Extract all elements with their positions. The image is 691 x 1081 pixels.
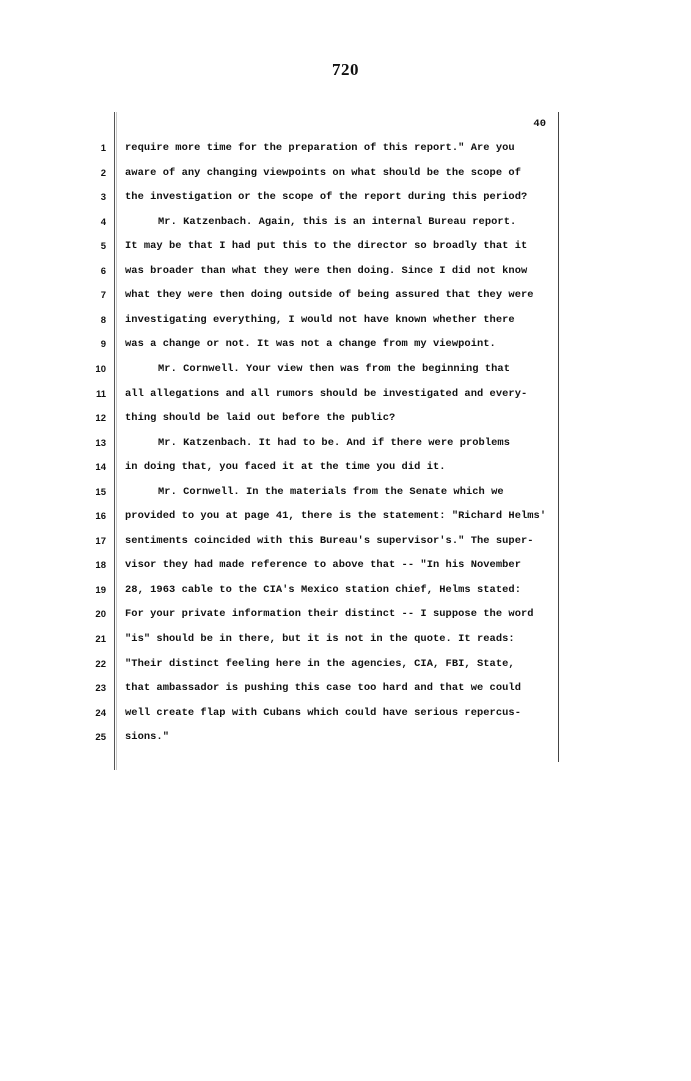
line-number: 2 bbox=[100, 167, 106, 179]
line-number: 15 bbox=[95, 486, 106, 498]
line-text: Mr. Katzenbach. Again, this is an internal Bureau report. bbox=[158, 215, 517, 228]
line-text: in doing that, you faced it at the time you did it. bbox=[125, 461, 446, 474]
transcript-line bbox=[92, 459, 572, 484]
line-text: provided to you at page 41, there is the statement: "Richard Helms' bbox=[125, 510, 547, 523]
transcript-line bbox=[92, 582, 572, 607]
sheet-number: 40 bbox=[533, 118, 546, 130]
line-number: 20 bbox=[95, 609, 106, 621]
line-number: 11 bbox=[95, 388, 106, 400]
line-number: 12 bbox=[95, 413, 106, 425]
transcript-line bbox=[92, 386, 572, 411]
transcript-line bbox=[92, 656, 572, 681]
transcript-line bbox=[92, 189, 572, 214]
line-number: 17 bbox=[95, 535, 106, 547]
line-number: 9 bbox=[100, 339, 106, 351]
transcript-line bbox=[92, 263, 572, 288]
line-text: investigating everything, I would not have known whether there bbox=[125, 313, 515, 326]
line-text: Mr. Katzenbach. It had to be. And if there were problems bbox=[158, 436, 510, 449]
transcript-line bbox=[92, 606, 572, 631]
line-number: 4 bbox=[100, 216, 106, 228]
line-text: require more time for the preparation of this report." Are you bbox=[125, 142, 515, 154]
line-number: 25 bbox=[95, 732, 106, 744]
line-text: "is" should be in there, but it is not in the quote. It reads: bbox=[125, 633, 515, 645]
line-text: visor they had made reference to above that -- "In his November bbox=[125, 559, 521, 572]
transcript-line bbox=[92, 508, 572, 533]
transcript-line bbox=[92, 238, 572, 263]
line-text: It may be that I had put this to the director so broadly that it bbox=[125, 240, 528, 253]
line-text: "Their distinct feeling here in the agencies, CIA, FBI, State, bbox=[125, 657, 515, 670]
line-text: that ambassador is pushing this case too hard and that we could bbox=[125, 682, 521, 695]
line-number: 23 bbox=[95, 683, 106, 695]
line-text: For your private information their distinct -- I suppose the word bbox=[125, 608, 534, 621]
transcript-line bbox=[92, 312, 572, 337]
line-text: what they were then doing outside of being assured that they were bbox=[125, 289, 534, 302]
transcript-line bbox=[92, 336, 572, 361]
transcript-line bbox=[92, 484, 572, 509]
line-number: 19 bbox=[95, 584, 106, 596]
line-text: was broader than what they were then doing. Since I did not know bbox=[125, 264, 528, 277]
line-text: was a change or not. It was not a change from my viewpoint. bbox=[125, 338, 496, 351]
transcript-line bbox=[92, 729, 572, 754]
line-text: thing should be laid out before the public? bbox=[125, 412, 396, 425]
transcript-line bbox=[92, 287, 572, 312]
line-number: 7 bbox=[100, 290, 106, 302]
line-number: 24 bbox=[95, 707, 106, 719]
line-number: 8 bbox=[100, 314, 106, 326]
line-text: all allegations and all rumors should be investigated and every- bbox=[125, 387, 528, 400]
line-text: the investigation or the scope of the report during this period? bbox=[125, 191, 528, 204]
transcript-line bbox=[92, 680, 572, 705]
line-number: 14 bbox=[95, 462, 106, 474]
transcript-page bbox=[92, 112, 572, 772]
line-number: 10 bbox=[95, 363, 106, 375]
transcript-line bbox=[92, 557, 572, 582]
line-number: 21 bbox=[95, 634, 106, 645]
line-number: 16 bbox=[95, 511, 106, 523]
transcript-line bbox=[92, 361, 572, 386]
transcript-line bbox=[92, 140, 572, 165]
line-text: Mr. Cornwell. Your view then was from the beginning that bbox=[158, 362, 510, 375]
transcript-line bbox=[92, 631, 572, 656]
line-text: well create flap with Cubans which could have serious repercus- bbox=[125, 706, 521, 719]
line-text: 28, 1963 cable to the CIA's Mexico station chief, Helms stated: bbox=[125, 583, 521, 596]
line-number: 18 bbox=[95, 560, 106, 572]
line-number: 1 bbox=[100, 143, 106, 154]
line-text: sions." bbox=[125, 731, 169, 744]
line-text: aware of any changing viewpoints on what should be the scope of bbox=[125, 166, 521, 179]
page-number: 720 bbox=[332, 60, 359, 79]
transcript-line bbox=[92, 533, 572, 558]
transcript-line bbox=[92, 410, 572, 435]
line-number: 13 bbox=[95, 437, 106, 449]
line-number: 22 bbox=[95, 658, 106, 670]
transcript-line bbox=[92, 705, 572, 730]
line-text: sentiments coincided with this Bureau's supervisor's." The super- bbox=[125, 534, 534, 547]
line-text: Mr. Cornwell. In the materials from the Senate which we bbox=[158, 485, 504, 498]
line-number: 3 bbox=[100, 192, 106, 204]
line-number: 6 bbox=[100, 265, 106, 277]
line-number: 5 bbox=[100, 241, 106, 253]
transcript-line bbox=[92, 165, 572, 190]
transcript-line bbox=[92, 214, 572, 239]
transcript-line bbox=[92, 435, 572, 460]
